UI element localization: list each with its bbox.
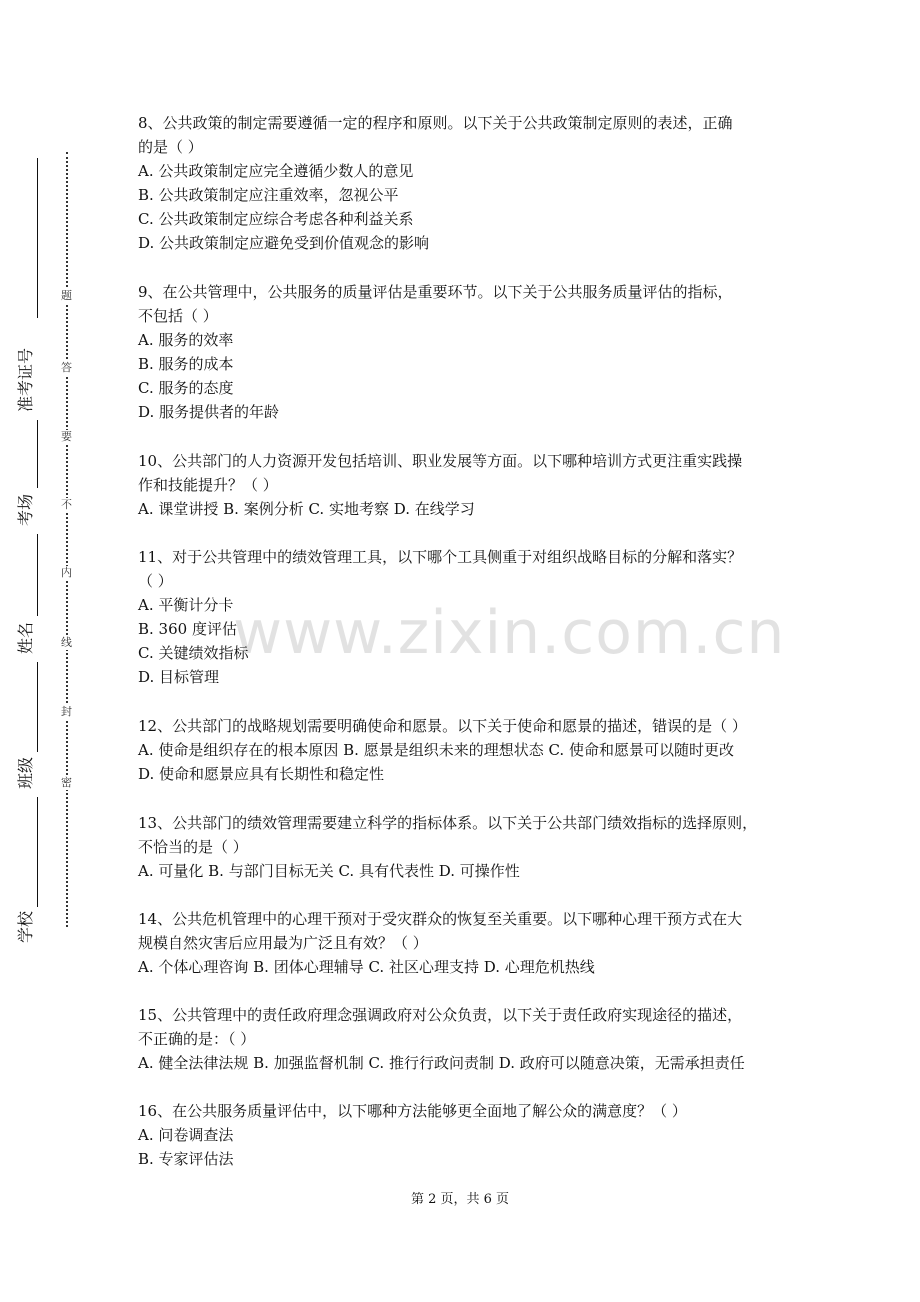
seal-char: 题 [61, 289, 72, 302]
question-16 [138, 1099, 783, 1171]
question-stem: 15、公共管理中的责任政府理念强调政府对公众负责，以下关于责任政府实现途径的描述， [138, 1006, 743, 1024]
watermark: www.zixin.com.cn [233, 598, 786, 668]
question-8 [138, 111, 783, 255]
option-a[interactable]: A. 平衡计分卡 [138, 596, 234, 614]
options-row[interactable]: A. 使命是组织存在的根本原因 B. 愿景是组织未来的理想状态 C. 使命和愿景可以随时更改 [138, 741, 734, 759]
question-stem: 的是（ ） [138, 138, 203, 156]
field-exam-room-label: 考场 [16, 493, 35, 526]
option-a[interactable]: A. 公共政策制定应完全遵循少数人的意见 [138, 162, 414, 180]
field-exam-number-label: 准考证号 [16, 347, 35, 412]
options-row[interactable]: A. 个体心理咨询 B. 团体心理辅导 C. 社区心理支持 D. 心理危机热线 [138, 958, 595, 976]
question-15 [138, 1003, 783, 1075]
exam-room-fill-line[interactable] [37, 420, 38, 488]
class-fill-line[interactable] [37, 662, 38, 752]
question-10 [138, 449, 783, 521]
seal-char: 内 [61, 566, 72, 579]
option-b[interactable]: B. 360 度评估 [138, 620, 237, 638]
field-school-label: 学校 [16, 910, 35, 943]
question-13 [138, 811, 783, 883]
options-row[interactable]: A. 健全法律法规 B. 加强监督机制 C. 推行行政问责制 D. 政府可以随意决策，无需承担责任 [138, 1054, 745, 1072]
question-11 [138, 545, 786, 689]
option-c[interactable]: C. 关键绩效指标 [138, 644, 249, 662]
option-b[interactable]: B. 专家评估法 [138, 1150, 234, 1168]
seal-char: 不 [61, 498, 72, 511]
question-stem: 不恰当的是（ ） [138, 838, 248, 856]
question-stem: 规模自然灾害后应用最为广泛且有效？（ ） [138, 934, 428, 952]
question-stem: 12、公共部门的战略规划需要明确使命和愿景。以下关于使命和愿景的描述，错误的是（ ） [138, 717, 747, 735]
options-row[interactable]: A. 可量化 B. 与部门目标无关 C. 具有代表性 D. 可操作性 [138, 862, 520, 880]
options-row[interactable]: A. 课堂讲授 B. 案例分析 C. 实地考察 D. 在线学习 [138, 500, 475, 518]
field-name-label: 姓名 [16, 621, 35, 654]
question-stem: 8、公共政策的制定需要遵循一定的程序和原则。以下关于公共政策制定原则的表述，正确 [138, 114, 733, 132]
question-stem: 作和技能提升？（ ） [138, 476, 278, 494]
question-14 [138, 907, 783, 979]
question-stem: （ ） [138, 572, 173, 590]
seal-char: 答 [61, 361, 72, 374]
option-d[interactable]: D. 目标管理 [138, 668, 220, 686]
question-stem: 9、在公共管理中，公共服务的质量评估是重要环节。以下关于公共服务质量评估的指标， [138, 283, 733, 301]
seal-char: 封 [61, 705, 72, 718]
question-stem: 16、在公共服务质量评估中，以下哪种方法能够更全面地了解公众的满意度？（ ） [138, 1102, 687, 1120]
option-b[interactable]: B. 服务的成本 [138, 355, 234, 373]
seal-char: 密 [61, 776, 72, 789]
question-stem: 不正确的是：（ ） [138, 1030, 256, 1048]
name-fill-line[interactable] [37, 534, 38, 616]
option-d[interactable]: D. 公共政策制定应避免受到价值观念的影响 [138, 234, 430, 252]
option-d[interactable]: D. 使命和愿景应具有长期性和稳定性 [138, 765, 385, 783]
field-class-label: 班级 [16, 756, 35, 789]
option-b[interactable]: B. 公共政策制定应注重效率，忽视公平 [138, 186, 399, 204]
question-stem: 10、公共部门的人力资源开发包括培训、职业发展等方面。以下哪种培训方式更注重实践操 [138, 452, 743, 470]
question-stem: 不包括（ ） [138, 307, 218, 325]
option-d[interactable]: D. 服务提供者的年龄 [138, 403, 280, 421]
option-a[interactable]: A. 服务的效率 [138, 331, 234, 349]
question-12 [138, 714, 783, 786]
question-stem: 11、对于公共管理中的绩效管理工具，以下哪个工具侧重于对组织战略目标的分解和落实？ [138, 548, 743, 566]
question-stem: 13、公共部门的绩效管理需要建立科学的指标体系。以下关于公共部门绩效指标的选择原则， [138, 814, 758, 832]
school-fill-line[interactable] [37, 797, 38, 907]
option-a[interactable]: A. 问卷调查法 [138, 1126, 234, 1144]
seal-char: 要 [61, 430, 72, 443]
question-stem: 14、公共危机管理中的心理干预对于受灾群众的恢复至关重要。以下哪种心理干预方式在大 [138, 910, 743, 928]
option-c[interactable]: C. 公共政策制定应综合考虑各种利益关系 [138, 210, 414, 228]
exam-number-fill-line[interactable] [37, 158, 38, 318]
page-footer: 第 2 页，共 6 页 [410, 1192, 510, 1207]
seal-char: 线 [61, 636, 72, 649]
question-9 [138, 280, 783, 424]
seal-dotted-line [66, 152, 68, 927]
option-c[interactable]: C. 服务的态度 [138, 379, 234, 397]
